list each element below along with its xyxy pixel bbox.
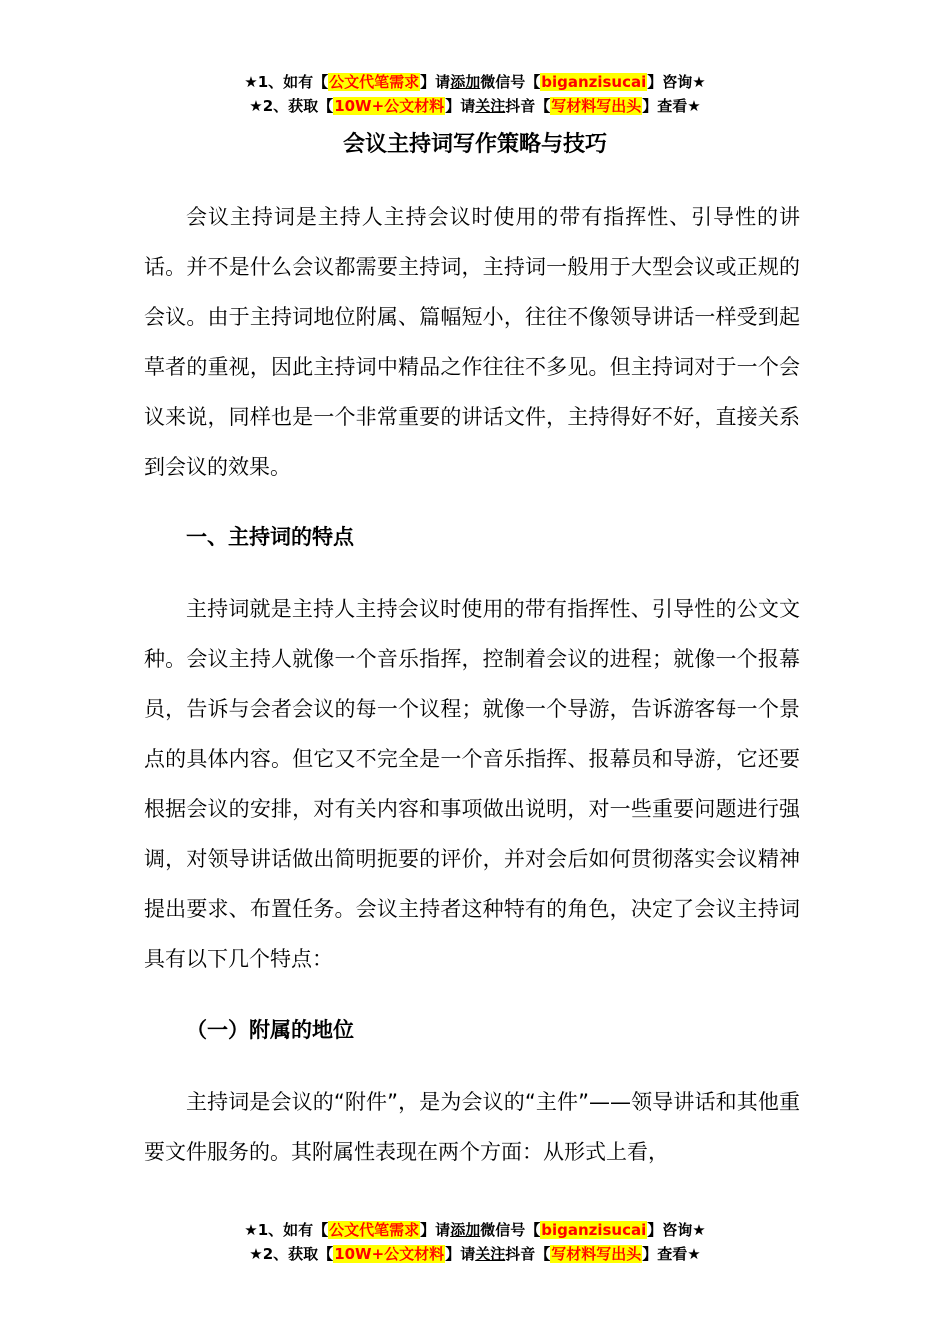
document-title: 会议主持词写作策略与技巧	[342, 132, 607, 157]
bottom-promo-banner	[0, 1218, 950, 1266]
promo-text: 】查看★	[642, 97, 701, 115]
promo-text: 】咨询★	[647, 1221, 706, 1239]
promo-line-1	[0, 70, 950, 94]
promo-text: 微信号【	[480, 1221, 541, 1239]
promo-wechat-id: biganzisucai	[541, 1221, 647, 1239]
subsection-1-paragraph: 主持词是会议的“附件”，是为会议的“主件”——领导讲话和其他重要文件服务的。其附属性表现在两个方面：从形式上看，	[144, 1090, 800, 1164]
promo-line-2	[0, 1242, 950, 1266]
intro-paragraph: 会议主持词是主持人主持会议时使用的带有指挥性、引导性的讲话。并不是什么会议都需要主持词，主持词一般用于大型会议或正规的会议。由于主持词地位附属、篇幅短小，往往不像领导讲话一样受到起草者的重视，因此主持词中精品之作往往不多见。但主持词对于一个会议来说，同样也是一个非常重要的讲话文件，主持得好不好，直接关系到会议的效果。	[144, 205, 800, 479]
promo-underline: 添加	[450, 1221, 481, 1239]
promo-underline: 关注	[475, 97, 506, 115]
promo-wechat-id: biganzisucai	[541, 73, 647, 91]
promo-text: 】请	[445, 97, 476, 115]
section-heading-1: 一、主持词的特点	[186, 525, 354, 549]
promo-text: 抖音【	[505, 97, 551, 115]
promo-douyin-id: 写材料写出头	[551, 97, 642, 115]
promo-text: 】请	[420, 1221, 451, 1239]
top-promo-banner	[0, 70, 950, 118]
promo-text: ★2、获取【	[249, 97, 334, 115]
promo-text: 】请	[445, 1245, 476, 1263]
promo-line-1	[0, 1218, 950, 1242]
promo-text: 】请	[420, 73, 451, 91]
promo-text: ★1、如有【	[244, 73, 329, 91]
promo-text: 微信号【	[480, 73, 541, 91]
promo-text: 】查看★	[642, 1245, 701, 1263]
promo-text: ★2、获取【	[249, 1245, 334, 1263]
promo-text: 抖音【	[505, 1245, 551, 1263]
promo-highlight: 10W+公文材料	[334, 1245, 445, 1263]
promo-line-2	[0, 94, 950, 118]
promo-text: 】咨询★	[647, 73, 706, 91]
promo-underline: 关注	[475, 1245, 506, 1263]
section-1-paragraph: 主持词就是主持人主持会议时使用的带有指挥性、引导性的公文文种。会议主持人就像一个音乐指挥，控制着会议的进程；就像一个报幕员，告诉与会者会议的每一个议程；就像一个导游，告诉游客每一个景点的具体内容。但它又不完全是一个音乐指挥、报幕员和导游，它还要根据会议的安排，对有关内容和事项做出说明，对一些重要问题进行强调，对领导讲话做出简明扼要的评价，并对会后如何贯彻落实会议精神提出要求、布置任务。会议主持者这种特有的角色，决定了会议主持词具有以下几个特点：	[144, 597, 800, 971]
subsection-heading-1: （一）附属的地位	[186, 1018, 354, 1042]
promo-highlight: 公文代笔需求	[329, 73, 420, 91]
promo-highlight: 公文代笔需求	[329, 1221, 420, 1239]
promo-text: ★1、如有【	[244, 1221, 329, 1239]
promo-highlight: 10W+公文材料	[334, 97, 445, 115]
promo-douyin-id: 写材料写出头	[551, 1245, 642, 1263]
promo-underline: 添加	[450, 73, 481, 91]
